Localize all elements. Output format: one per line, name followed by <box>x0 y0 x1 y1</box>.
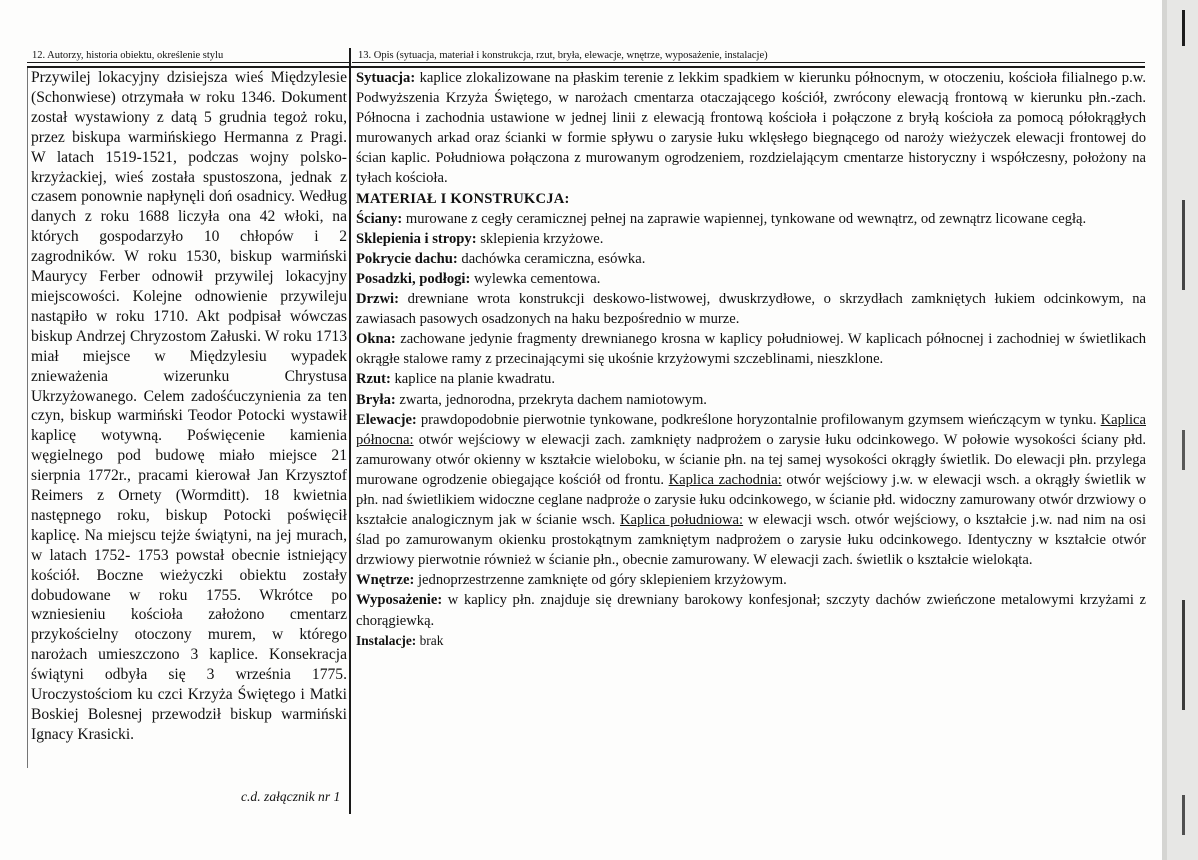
history-column <box>31 68 347 745</box>
sklepienia-paragraph <box>356 229 1146 249</box>
pokrycie-paragraph <box>356 249 1146 269</box>
wnetrze-label: Wnętrze: <box>356 572 415 589</box>
wyposazenie-text: w kaplicy płn. znajduje się drewniany barokowy konfesjonał; szczyty dachów zwieńczone metalowymi krzyżami z chorągiewką. <box>356 592 1146 629</box>
header-rule-left <box>27 62 349 63</box>
rzut-label: Rzut: <box>356 371 391 388</box>
posadzki-text: wylewka cementowa. <box>470 270 601 287</box>
wyposazenie-paragraph <box>356 590 1146 630</box>
elewacje-text-3: otwór wejściowy j.w. w elewacji wsch. a okrągły świetlik w płn. nad świetlikiem widoczne ceglane nadproże o zarysie łuku odcinkowego, w ścianie płd. widoczny zamurowany otwór drzwiowy o kształcie analogicznym jak w ścianie wsch. <box>356 471 1146 529</box>
drzwi-label: Drzwi: <box>356 291 399 308</box>
elewacje-paragraph <box>356 410 1146 571</box>
kaplica-zachodnia-label: Kaplica zachodnia: <box>668 471 782 488</box>
sytuacja-paragraph <box>356 68 1146 189</box>
elewacje-label: Elewacje: <box>356 411 417 428</box>
footer-note: c.d. załącznik nr 1 <box>241 789 341 804</box>
elewacje-text-1: prawdopodobnie pierwotnie tynkowane, podkreślone horyzontalnie profilowanym gzymsem wieńczącym w tynku. <box>416 411 1101 428</box>
instalacje-paragraph <box>356 631 1146 651</box>
sciany-paragraph <box>356 209 1146 229</box>
scan-edge-mark <box>1182 200 1185 290</box>
instalacje-text: brak <box>416 632 444 648</box>
rzut-text: kaplice na planie kwadratu. <box>390 371 555 388</box>
posadzki-label: Posadzki, podłogi: <box>356 270 471 287</box>
bryla-paragraph <box>356 390 1146 410</box>
rzut-paragraph <box>356 369 1146 389</box>
kaplica-poludniowa-label: Kaplica południowa: <box>619 512 744 529</box>
kaplica-polnocna-label: Kaplica północna: <box>356 411 1146 448</box>
sciany-text: murowane z cegły ceramicznej pełnej na zaprawie wapiennej, tynkowane od wewnątrz, od zewnątrz licowane cegłą. <box>402 210 1087 227</box>
drzwi-text: drewniane wrota konstrukcji deskowo-listwowej, dwuskrzydłowe, o skrzydłach zamkniętych łukiem odcinkowym, na zawiasach pasowych osadzonych na haku bezpośrednio w murze. <box>356 291 1146 328</box>
scan-edge-mark <box>1182 600 1185 710</box>
scan-edge-mark <box>1182 10 1185 46</box>
column-divider <box>349 48 351 814</box>
wyposazenie-label: Wyposażenie: <box>356 592 443 609</box>
bryla-text: zwarta, jednorodna, przekryta dachem namiotowym. <box>395 391 707 408</box>
history-text: Przywilej lokacyjny dzisiejsza wieś Międzylesie (Schonwiese) otrzymała w roku 1346. Dokument został wystawiony z datą 5 grudnia tegoż roku, przez biskupa warmińskiego Hermanna z Pragi. W latach 1519-1521, podczas wojny polsko-krzyżackiej, wieś została spustoszona, jednak z czasem ponownie napłynęli doń osadnicy. Według danych z roku 1688 liczyła ona 42 włoki, na których gospodarzyło 10 chłopów i 2 zagrodników. W roku 1530, biskup warmiński Maurycy Ferber odnowił przywilej lokacyjny miejscowości. Kolejne odnowienie przywileju nastąpiło w roku 1710. Akt podpisał wówczas biskup Andrzej Chryzostom Załuski. W roku 1713 miał miejsce w Międzylesiu wypadek znieważenia wizerunku Chrystusa Ukrzyżowanego. Celem zadośćuczynienia za ten czyn, biskup warmiński Teodor Potocki wystawił kaplicę wotywną. Poświęcenie kamienia węgielnego pod budowę miało miejsce 21 sierpnia 1772r., pracami kierował Jan Krzysztof Reimers z Ornety (Wormditt). 18 kwietnia następnego roku, biskup Potocki poświęcił kaplicę. Na miejscu tejże świątyni, na jej murach, w latach 1752- 1753 powstał obecnie istniejący kościół. Boczne wieżyczki obiektu zostały dobudowane w roku 1755. Wkrótce po wzniesieniu kościoła założono cmentarz przykościelny otoczony murem, w którego narożach umieszczono 3 kaplice. Konsekracja świątyni odbyła się 3 września 1775. Uroczystościom ku czci Krzyża Świętego i Matki Boskiej Bolesnej przewodził biskup warmiński Ignacy Krasicki. <box>31 69 347 743</box>
section-13-header: 13. Opis (sytuacja, materiał i konstrukcja, rzut, bryła, elewacje, wnętrze, wyposażenie, instalacje) <box>358 50 768 61</box>
description-column <box>356 68 1146 651</box>
wnetrze-paragraph <box>356 570 1146 590</box>
sklepienia-text: sklepienia krzyżowe. <box>476 230 604 247</box>
sciany-label: Ściany: <box>356 210 403 227</box>
sklepienia-label: Sklepienia i stropy: <box>356 230 477 247</box>
material-heading: MATERIAŁ I KONSTRUKCJA: <box>356 190 570 207</box>
bryla-label: Bryła: <box>356 391 396 408</box>
sytuacja-label: Sytuacja: <box>356 70 416 86</box>
elewacje-text-4: w elewacji wsch. otwór wejściowy, o kształcie j.w. nad nim na osi ślad po zamurowanym okienku prostokątnym zamkniętym nadprożem o zarysie łuku odcinkowego. Identyczny w kształcie otwór drzwiowy pierwotnie również w ścianie płn., obecnie zamurowany. W elewacji zach. świetlik o kształcie wielokąta. <box>356 512 1147 569</box>
instalacje-label: Instalacje: <box>356 632 417 648</box>
sytuacja-text: kaplice zlokalizowane na płaskim terenie z lekkim spadkiem w kierunku północnym, w otoczeniu, kościoła filialnego p.w. Podwyższenia Krzyża Świętego, w narożach cmentarza otaczającego kościół, zwrócony elewacją frontową w kierunku płn.-zach. Północna i zachodnia ustawione w jednej linii z elewacją frontową kościoła i połączone z bryłą kościoła za pomocą półokrągłych murowanych arkad oraz ścianki w formie spływu o zarysie łuku wklęsłego biegnącego od naroży wieżyczek elewacji frontowej do ścian kaplic. Południowa połączona z murowanym ogrodzeniem, rozdzielającym cmentarze historyczny i współczesny, położony na tyłach kościoła. <box>356 70 1146 187</box>
scan-edge-mark <box>1182 795 1185 835</box>
posadzki-paragraph <box>356 269 1146 289</box>
pokrycie-label: Pokrycie dachu: <box>356 250 458 267</box>
scan-edge-mark <box>1182 430 1185 470</box>
drzwi-paragraph <box>356 289 1146 329</box>
pokrycie-text: dachówka ceramiczna, esówka. <box>457 250 646 267</box>
okna-text: zachowane jedynie fragmenty drewnianego krosna w kaplicy południowej. W kaplicach północnej i zachodniej w świetlikach okrągłe stalowe ramy z przecinającymi się ukośnie krzyżowymi szczeblinami, nieszklone. <box>356 331 1146 368</box>
scan-edge <box>1162 0 1198 860</box>
table-left-rule <box>27 66 28 768</box>
okna-label: Okna: <box>356 331 396 348</box>
scan-edge-shadow <box>1162 0 1167 860</box>
header-rule-right <box>352 62 1145 63</box>
elewacje-text-2: otwór wejściowy w elewacji zach. zamknięty nadprożem o zarysie łuku odcinkowego. W połowie wysokości ściany płd. zamurowany otwór okienny w kształcie wieloboku, w ścianie płn. na tej samej wysokości okrągły świetlik. Do elewacji płn. przylega murowane ogrodzenie obiegające kościół od frontu. <box>356 431 1146 488</box>
section-12-header: 12. Autorzy, historia obiektu, określenie stylu <box>32 50 224 61</box>
okna-paragraph <box>356 329 1146 369</box>
wnetrze-text: jednoprzestrzenne zamknięte od góry sklepieniem krzyżowym. <box>414 572 787 589</box>
